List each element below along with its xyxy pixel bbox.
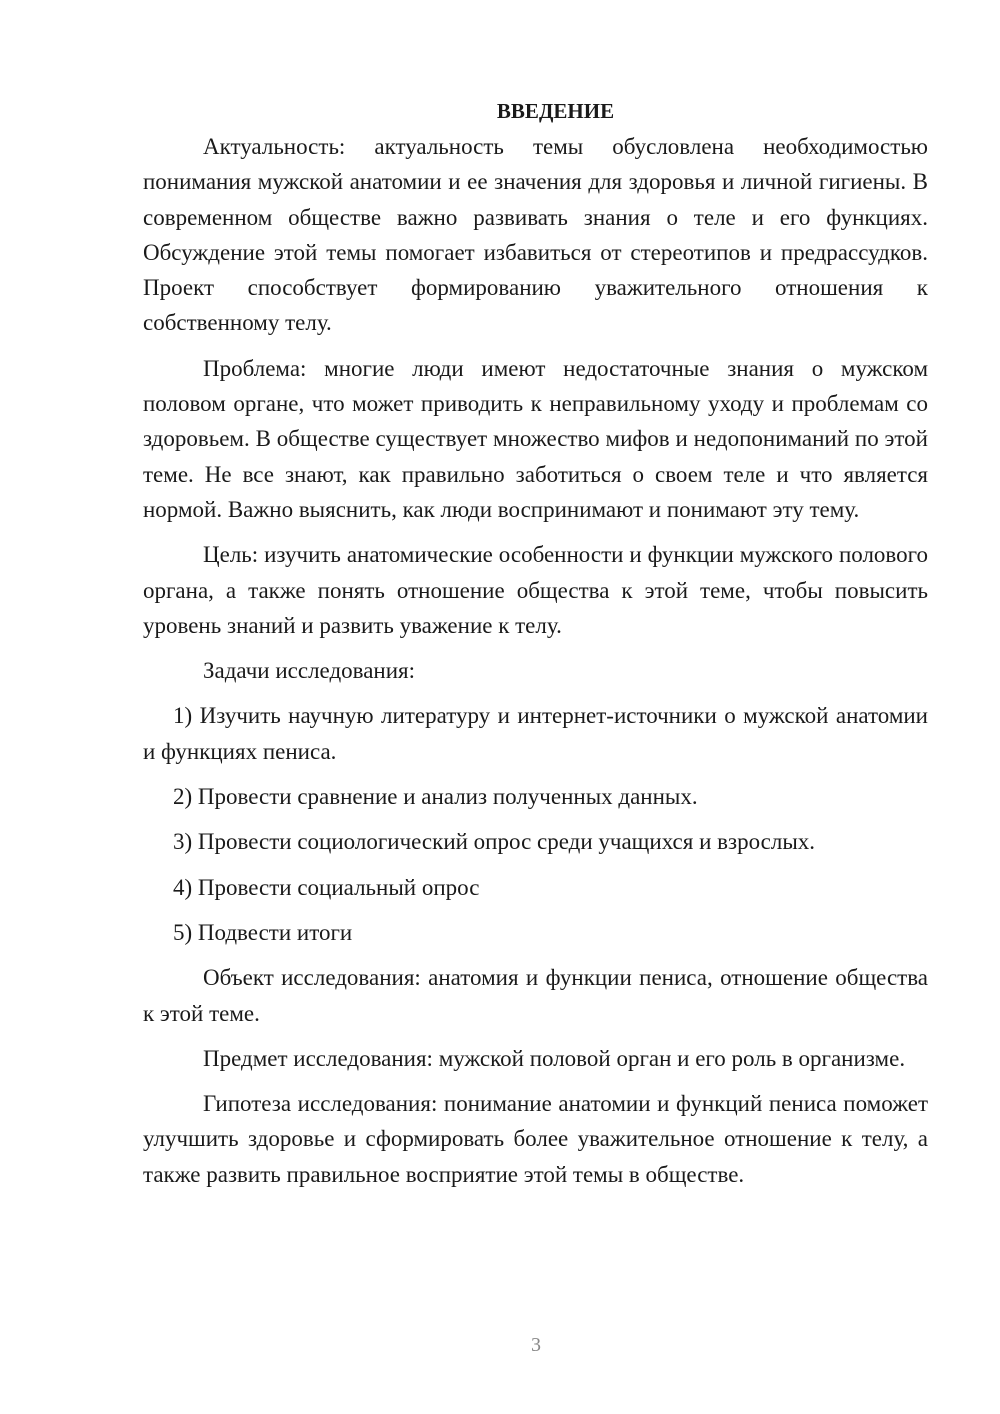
object-paragraph: Объект исследования: анатомия и функции пениса, отношение общества к этой теме.: [143, 965, 928, 1026]
hypothesis-paragraph: Гипотеза исследования: понимание анатомии и функций пениса поможет улучшить здоровье и сформировать более уважительное отношение к телу, а также развить правильное восприятие этой темы в обществе.: [143, 1091, 928, 1187]
problem-paragraph: Проблема: многие люди имеют недостаточные знания о мужском половом органе, что может приводить к неправильному уходу и проблемам со здоровьем. В обществе существует множество мифов и недопониманий по этой теме. Не все знают, как правильно заботиться о своем теле и что является нормой. Важно выяснить, как люди воспринимают и понимают эту тему.: [143, 355, 928, 522]
subject-paragraph: Предмет исследования: мужской половой орган и его роль в организме.: [203, 1045, 906, 1071]
task-item-2: 2) Провести сравнение и анализ полученных данных.: [173, 784, 698, 810]
task-item-5: 5) Подвести итоги: [173, 919, 353, 945]
task-item-4: 4) Провести социальный опрос: [173, 874, 480, 900]
page-number: 3: [531, 1334, 541, 1356]
goal-paragraph: Цель: изучить анатомические особенности и функции мужского полового органа, а также понять отношение общества к этой теме, чтобы повысить уровень знаний и развить уважение к телу.: [143, 542, 928, 638]
relevance-paragraph: Актуальность: актуальность темы обусловлена необходимостью понимания мужской анатомии и ее значения для здоровья и личной гигиены. В современном обществе важно развивать знания о теле и его функциях. Обсуждение этой темы помогает избавиться от стереотипов и предрассудков. Проект способствует формированию уважительного отношения к собственному телу.: [143, 134, 928, 336]
tasks-heading: Задачи исследования:: [203, 658, 416, 684]
task-item-1: 1) Изучить научную литературу и интернет-источники о мужской анатомии и функциях пениса.: [143, 703, 928, 764]
task-item-3: 3) Провести социологический опрос среди учащихся и взрослых.: [173, 829, 816, 855]
section-title: ВВЕДЕНИЕ: [496, 99, 615, 123]
page-content: [143, 94, 928, 1192]
